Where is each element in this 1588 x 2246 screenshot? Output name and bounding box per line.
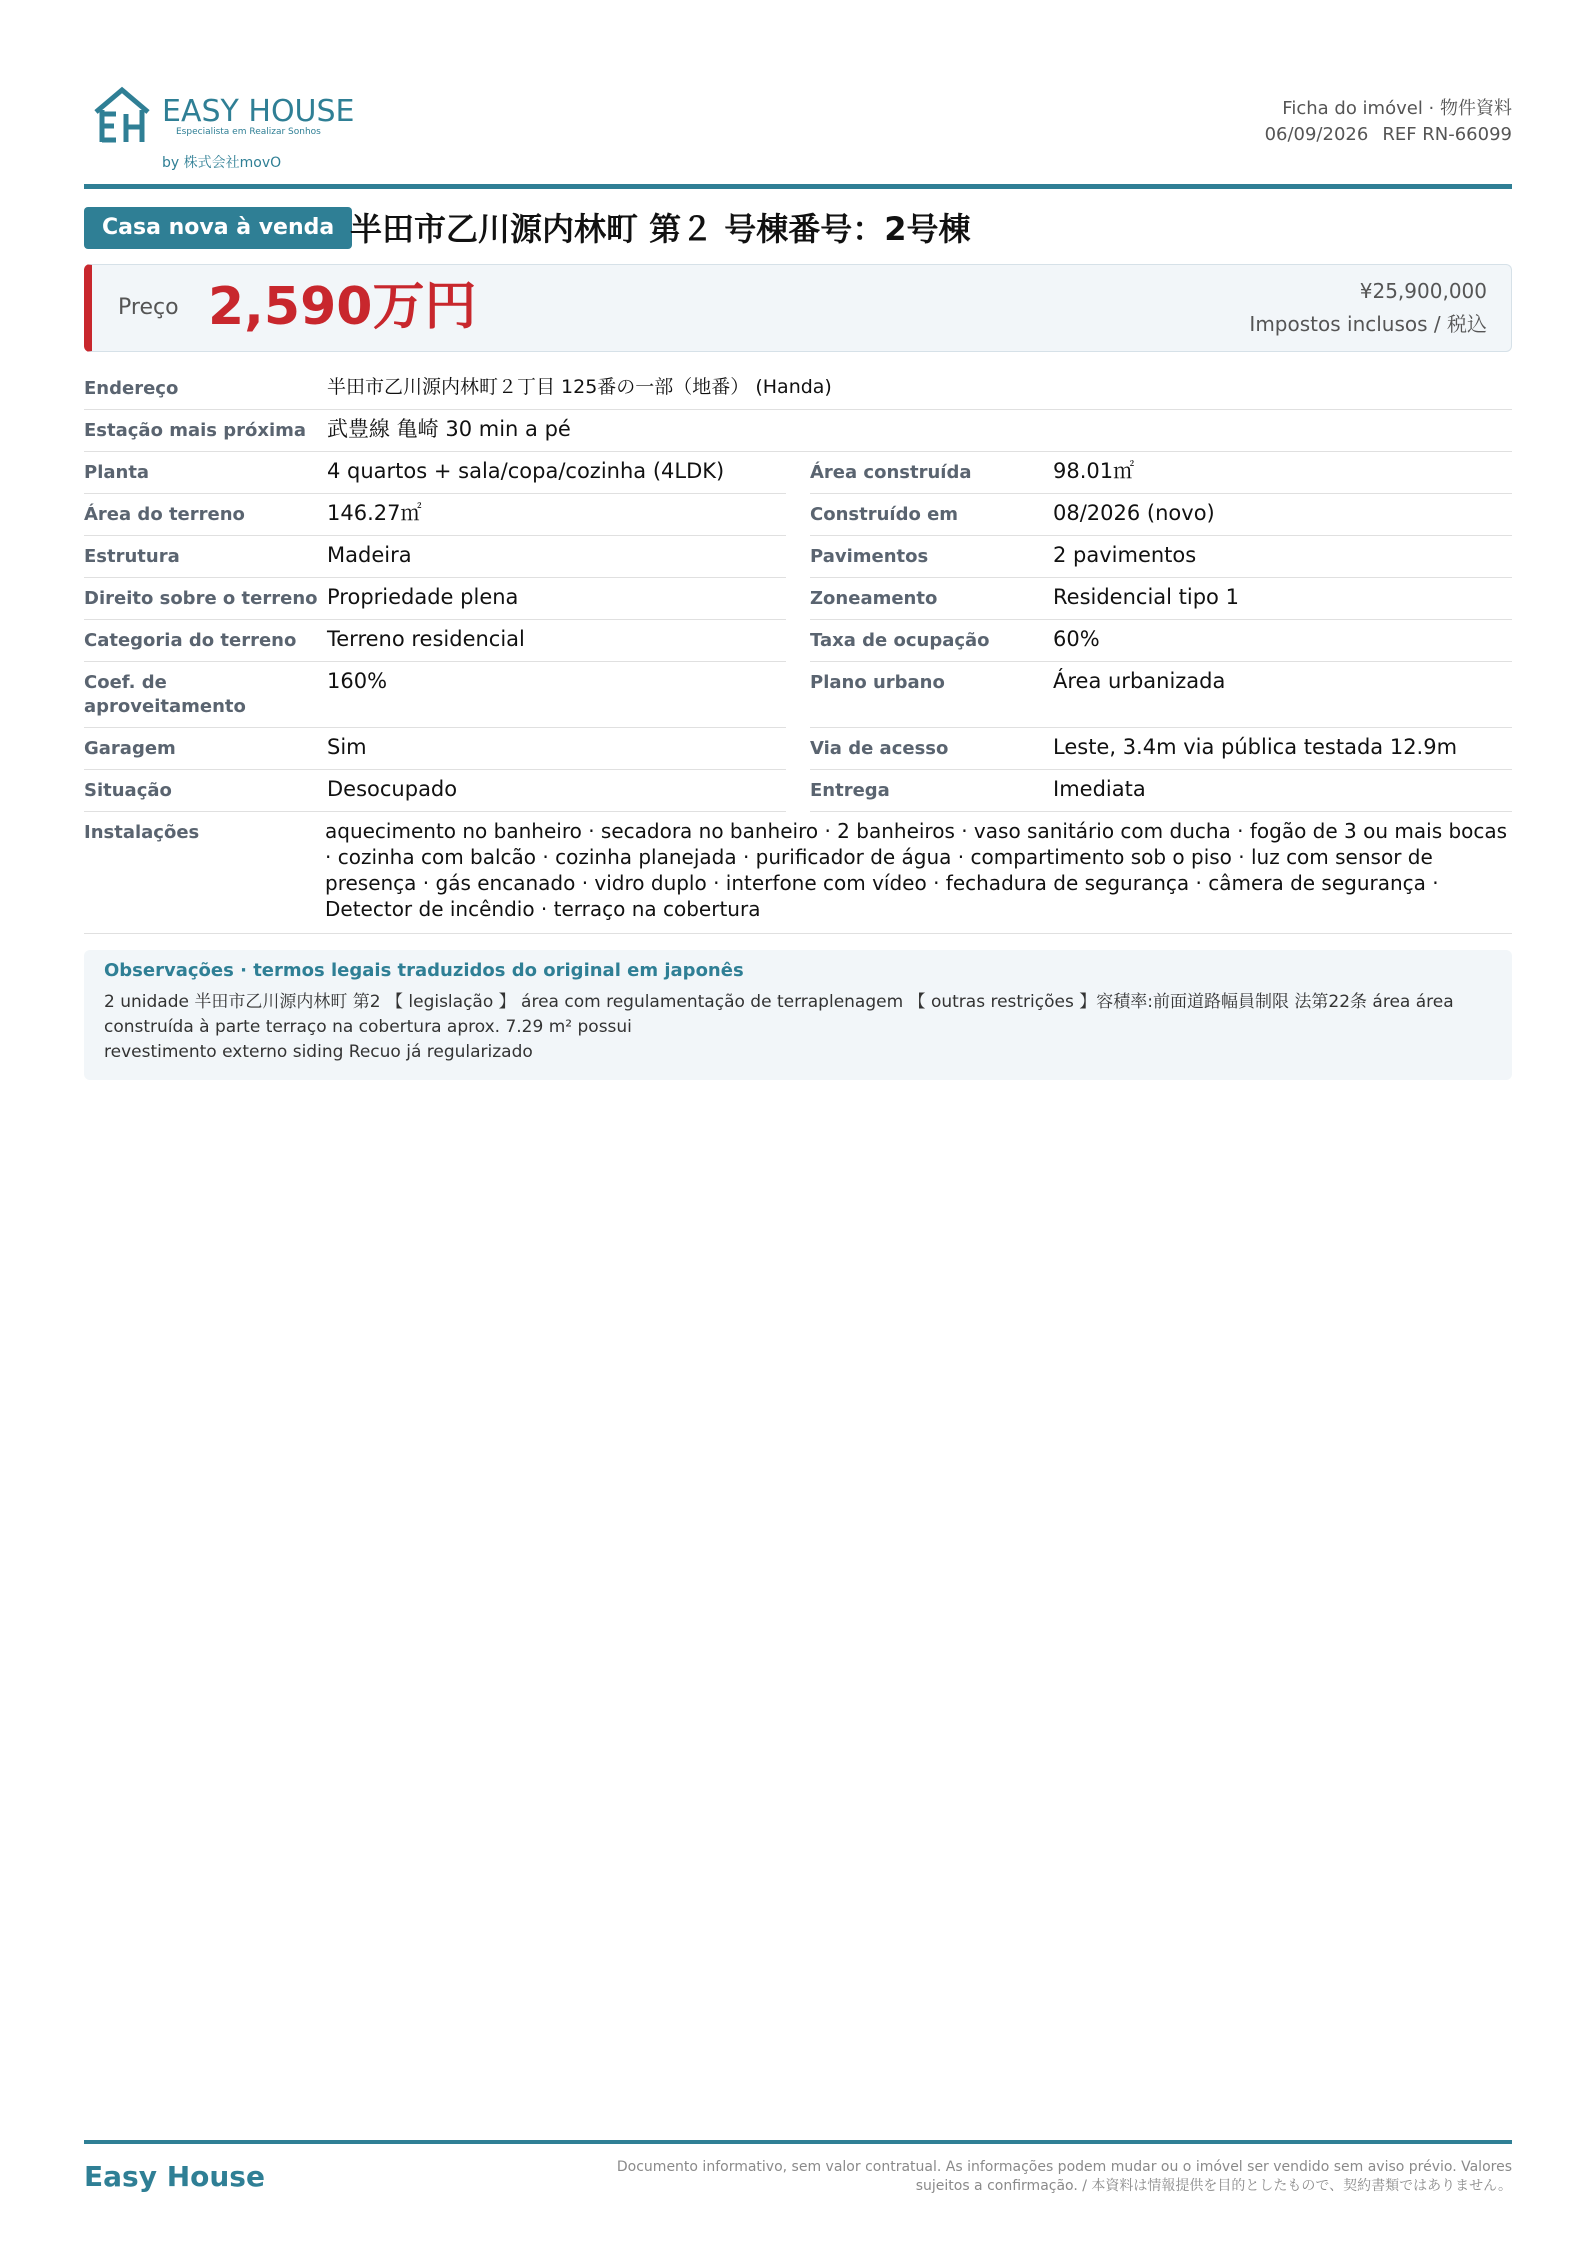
house-logo-icon (90, 84, 154, 146)
property-title: 半田市乙川源内林町 第２ 号棟番号：2号棟 (350, 210, 971, 248)
spec-label: Planta (84, 462, 150, 483)
document-date-ref (1265, 122, 1512, 148)
title-row (84, 207, 1512, 251)
notes-line: revestimento externo siding Recuo já regularizado (104, 1042, 533, 1062)
spec-label: Área do terreno (84, 504, 245, 525)
spec-row-layout (84, 452, 1512, 494)
spec-value: Leste, 3.4m via pública testada 12.9m (1053, 735, 1458, 759)
price-label: Preço (118, 295, 179, 320)
spec-cell-left (84, 620, 786, 662)
spec-label: Construído em (810, 504, 959, 525)
spec-row-land-area (84, 494, 1512, 536)
spec-label: Categoria do terreno (84, 630, 297, 651)
spec-label: Estrutura (84, 546, 180, 567)
spec-row-facilities (84, 812, 1512, 934)
spec-row-land-category (84, 620, 1512, 662)
spec-cell-left (84, 452, 786, 494)
spec-label: Direito sobre o terreno (84, 588, 318, 609)
spec-row-station (84, 410, 1512, 452)
price-yen: ¥25,900,000 (1359, 279, 1487, 303)
spec-cell-left (84, 728, 786, 770)
spec-label: Via de acesso (810, 738, 949, 759)
spec-cell-right (810, 494, 1512, 536)
spec-label: Zoneamento (810, 588, 938, 609)
spec-cell-left (84, 770, 786, 812)
spec-label: Coef. de aproveitamento (84, 672, 246, 717)
spec-value: 98.01㎡ (1053, 459, 1135, 483)
header (84, 80, 1512, 180)
spec-cell-left (84, 536, 786, 578)
spec-value: Área urbanizada (1053, 669, 1226, 693)
spec-cell-right (810, 452, 1512, 494)
footer-disclaimer: Documento informativo, sem valor contratual. As informações podem mudar ou o imóvel ser vendido sem aviso prévio. Valores sujeitos a confirmação. / 本資料は情報提供を目的としたもので、契約書類ではありません。 (616, 2159, 1512, 2194)
spec-value: 2 pavimentos (1053, 543, 1197, 567)
spec-row-garage (84, 728, 1512, 770)
spec-value: 08/2026 (novo) (1053, 501, 1215, 525)
price-tax-note: Impostos inclusos / 税込 (1249, 312, 1487, 336)
spec-label: Situação (84, 780, 172, 801)
notes-line: 2 unidade 半田市乙川源内林町 第2 【 legislação 】 área com regulamentação de terraplenagem 【 outras restrições 】容積率:前面道路幅員制限 法第22条 área área construída à parte terraço na cobertura aprox. 7.29 m² possui (104, 992, 1454, 1037)
spec-cell-right (810, 578, 1512, 620)
document-date: 06/09/2026 (1264, 124, 1369, 145)
footer-divider (84, 2140, 1512, 2144)
spec-value: Residencial tipo 1 (1053, 585, 1239, 609)
spec-row-structure (84, 536, 1512, 578)
reference-number: REF RN-66099 (1382, 124, 1512, 145)
spec-label: Garagem (84, 738, 176, 759)
spec-value: Sim (327, 735, 367, 759)
brand-company: by 株式会社movO (162, 155, 282, 171)
listing-type-badge: Casa nova à venda (84, 207, 352, 249)
facilities-list: aquecimento no banheiro · secadora no banheiro · 2 banheiros · vaso sanitário com ducha · fogão de 3 ou mais bocas · cozinha com balcão · cozinha planejada · purificador de água · compartimento sob o piso · luz com sensor de presença · gás encanado · vidro duplo · interfone com vídeo · fechadura de segurança · câmera de segurança · Detector de incêndio · terraço na cobertura (325, 819, 1508, 921)
notes-body (104, 990, 1494, 1065)
spec-value: 60% (1053, 627, 1100, 651)
spec-cell-left (84, 494, 786, 536)
notes-box (84, 950, 1512, 1080)
spec-cell-right (810, 728, 1512, 770)
spec-row-status (84, 770, 1512, 812)
property-sheet (84, 0, 1512, 2246)
spec-cell-left (84, 578, 786, 620)
brand-name: EASY HOUSE (162, 94, 355, 129)
spec-cell-right (810, 770, 1512, 812)
spec-value: 半田市乙川源内林町２丁目 125番の一部（地番） (Handa) (327, 376, 832, 398)
brand-tagline: Especialista em Realizar Sonhos (176, 127, 321, 137)
document-meta (1265, 96, 1512, 148)
spec-value: Propriedade plena (327, 585, 519, 609)
spec-label: Endereço (84, 378, 179, 399)
spec-value: Desocupado (327, 777, 458, 801)
notes-title: Observações · termos legais traduzidos do original em japonês (104, 960, 744, 981)
spec-row-address (84, 368, 1512, 410)
spec-label: Entrega (810, 780, 890, 801)
spec-cell-right (810, 620, 1512, 662)
spec-value: Imediata (1053, 777, 1146, 801)
spec-label: Instalações (84, 822, 200, 843)
spec-label: Taxa de ocupação (810, 630, 990, 651)
spec-label: Pavimentos (810, 546, 929, 567)
spec-value: 146.27㎡ (327, 501, 422, 525)
spec-row-far (84, 662, 1512, 728)
spec-cell-right (810, 536, 1512, 578)
spec-table (84, 368, 1512, 934)
spec-label: Área construída (810, 462, 972, 483)
spec-value: Terreno residencial (327, 627, 525, 651)
brand-logo (90, 84, 370, 174)
header-divider (84, 184, 1512, 189)
spec-value: 160% (327, 669, 388, 693)
spec-value: 4 quartos + sala/copa/cozinha (4LDK) (327, 459, 725, 483)
spec-label: Plano urbano (810, 672, 945, 693)
price-box (84, 264, 1512, 352)
spec-value: 武豊線 亀崎 30 min a pé (327, 417, 571, 441)
spec-value: Madeira (327, 543, 412, 567)
spec-cell-left (84, 662, 786, 728)
footer-brand: Easy House (84, 2160, 265, 2193)
spec-row-land-rights (84, 578, 1512, 620)
document-type: Ficha do imóvel · 物件資料 (1282, 98, 1512, 119)
price-value: 2,590万円 (208, 277, 477, 337)
spec-label: Estação mais próxima (84, 420, 307, 441)
spec-cell-right (810, 662, 1512, 728)
